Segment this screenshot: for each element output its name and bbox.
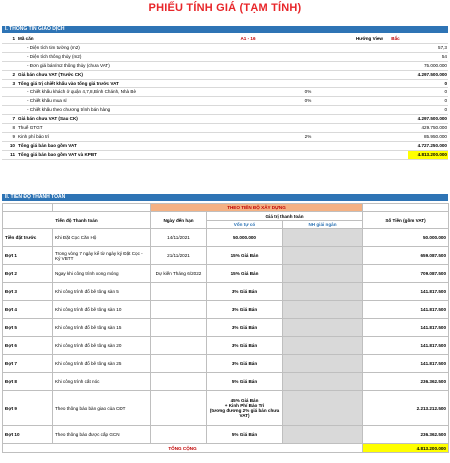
row-percent: 0% (278, 97, 338, 106)
row-number: 10 (2, 141, 18, 150)
info-row (2, 88, 448, 97)
view-label (338, 70, 383, 79)
view-label (338, 141, 383, 150)
due-date (151, 391, 207, 426)
transaction-info-table (2, 35, 448, 160)
payment-amount: 141.817.500 (363, 283, 449, 301)
view-direction (383, 97, 408, 106)
view-label (338, 97, 383, 106)
unit-code (218, 106, 278, 115)
own-capital: 3% Giá Bán (207, 283, 283, 301)
schedule-row (3, 355, 449, 373)
payment-amount: 141.817.500 (363, 355, 449, 373)
total-value: 4.813.200.000 (363, 444, 449, 453)
due-date (151, 373, 207, 391)
due-date (151, 301, 207, 319)
row-value: 75.000.000 (408, 61, 448, 70)
schedule-row (3, 265, 449, 283)
row-label: - Đơn giá bán/m2 thông thủy (chưa VAT) (18, 61, 218, 70)
schedule-row (3, 229, 449, 247)
view-direction (383, 115, 408, 124)
own-capital: 15% Giá Bán (207, 247, 283, 265)
info-row (2, 150, 448, 159)
view-direction (383, 61, 408, 70)
own-capital: 3% Giá Bán (207, 319, 283, 337)
total-label: TỔNG CỘNG (3, 444, 363, 453)
view-label (338, 88, 383, 97)
row-label: Giá bán chưa VAT (Trước CK) (18, 70, 218, 79)
due-date: Dự kiến Tháng 6/2022 (151, 265, 207, 283)
bank-disbursement (283, 426, 363, 444)
phase-description: Khi công trình đổ bê tông sàn 10 (53, 301, 151, 319)
row-label: Mã căn (18, 35, 218, 43)
phase-description: Trong vòng 7 ngày kể từ ngày ký Đặt Cọc - Ký VBTT (53, 247, 151, 265)
phase-description: Khi công trình đổ bê tông sàn 25 (53, 355, 151, 373)
view-label (338, 52, 383, 61)
row-label: Giá bán chưa VAT (Sau CK) (18, 115, 218, 124)
row-number: 2 (2, 70, 18, 79)
row-percent (278, 43, 338, 52)
row-number (2, 61, 18, 70)
row-value: 4.727.250.000 (408, 141, 448, 150)
unit-code (218, 79, 278, 88)
row-label: - Chiết khấu khách ở quận 4,7,8,Bình Chánh, Nhà Bè (18, 88, 218, 97)
phase-description: Ngay khi công trình xong móng (53, 265, 151, 283)
phase-description: Khi công trình đổ bê tông sàn 5 (53, 283, 151, 301)
row-label: Tổng giá bán bao gồm VAT và KPBT (18, 150, 218, 159)
own-capital: 50.000.000 (207, 229, 283, 247)
phase-name: Đợt 6 (3, 337, 53, 355)
row-number: 7 (2, 115, 18, 124)
view-direction (383, 106, 408, 115)
phase-name: Đợt 4 (3, 301, 53, 319)
bank-disbursement (283, 283, 363, 301)
row-percent (278, 150, 338, 159)
info-row (2, 132, 448, 141)
row-percent: 0% (278, 88, 338, 97)
info-row (2, 97, 448, 106)
col-header-amount: Số Tiền (gồm VAT) (363, 212, 449, 229)
info-row (2, 106, 448, 115)
row-value: 429.750.000 (408, 124, 448, 133)
row-number: 1 (2, 35, 18, 43)
payment-amount: 2.213.212.500 (363, 391, 449, 426)
phase-name: Đợt 8 (3, 373, 53, 391)
phase-description: Khi công trình đổ bê tông sàn 20 (53, 337, 151, 355)
row-number (2, 88, 18, 97)
bank-disbursement (283, 265, 363, 283)
row-number: 11 (2, 150, 18, 159)
col-header-due: Ngày đến hạn (151, 212, 207, 229)
unit-code (218, 115, 278, 124)
schedule-row (3, 247, 449, 265)
payment-amount: 141.817.500 (363, 301, 449, 319)
unit-code (218, 124, 278, 133)
section-header-transaction: I. THÔNG TIN GIAO DỊCH (2, 26, 448, 33)
row-label: - Diện tích tim tường (m2) (18, 43, 218, 52)
row-label: - Chiết khấu theo chương trình bán hàng (18, 106, 218, 115)
view-direction (383, 70, 408, 79)
phase-name: Đợt 3 (3, 283, 53, 301)
view-label: Hướng View (338, 35, 383, 43)
schedule-row (3, 373, 449, 391)
row-label: Thuế GTGT (18, 124, 218, 133)
payment-amount: 141.817.500 (363, 337, 449, 355)
phase-description: Khi công trình cất nóc (53, 373, 151, 391)
payment-amount: 659.087.500 (363, 247, 449, 265)
payment-amount: 709.087.500 (363, 265, 449, 283)
payment-schedule-table (2, 203, 449, 453)
own-capital: 3% Giá Bán (207, 301, 283, 319)
view-label (338, 150, 383, 159)
unit-code: A1 - 16 (218, 35, 278, 43)
row-number (2, 52, 18, 61)
view-label (338, 61, 383, 70)
info-row (2, 79, 448, 88)
row-number (2, 97, 18, 106)
view-label (338, 43, 383, 52)
view-direction (383, 43, 408, 52)
info-row (2, 141, 448, 150)
view-label (338, 106, 383, 115)
row-number: 9 (2, 132, 18, 141)
bank-disbursement (283, 373, 363, 391)
row-label: Kinh phí bảo trì (18, 132, 218, 141)
row-percent (278, 35, 338, 43)
view-label (338, 115, 383, 124)
row-label: - Diện tích thông thủy (m2) (18, 52, 218, 61)
row-value: 85.950.000 (408, 132, 448, 141)
payment-amount: 236.362.500 (363, 373, 449, 391)
bank-disbursement (283, 355, 363, 373)
view-direction (383, 52, 408, 61)
col-header-bank: NH giải ngân (283, 221, 363, 229)
view-direction (383, 88, 408, 97)
own-capital: 45% Giá Bán + Kinh Phí Bảo Trì (tương đương 2% giá bán chưa VAT) (207, 391, 283, 426)
row-value: 4.297.500.000 (408, 70, 448, 79)
row-value: 0 (408, 88, 448, 97)
view-label (338, 79, 383, 88)
payment-amount: 141.817.500 (363, 319, 449, 337)
row-number (2, 43, 18, 52)
phase-description: Theo thông báo bàn giao của CĐT (53, 391, 151, 426)
info-row (2, 115, 448, 124)
row-percent (278, 115, 338, 124)
own-capital: 5% Giá Bán (207, 373, 283, 391)
due-date: 21/11/2021 (151, 247, 207, 265)
row-value: 57,3 (408, 43, 448, 52)
bank-disbursement (283, 229, 363, 247)
phase-description: Khi công trình đổ bê tông sàn 15 (53, 319, 151, 337)
page-title: PHIẾU TÍNH GIÁ (TẠM TÍNH) (148, 2, 302, 14)
info-row (2, 43, 448, 52)
due-date (151, 337, 207, 355)
phase-name: Đợt 10 (3, 426, 53, 444)
unit-code (218, 61, 278, 70)
row-percent (278, 141, 338, 150)
row-value: 0 (408, 106, 448, 115)
schedule-row (3, 337, 449, 355)
unit-code (218, 132, 278, 141)
due-date (151, 426, 207, 444)
phase-description: Theo thông báo được cấp GCN (53, 426, 151, 444)
view-direction (383, 124, 408, 133)
own-capital: 3% Giá Bán (207, 355, 283, 373)
bank-disbursement (283, 391, 363, 426)
row-label: Tổng giá trị chiết khấu vào tổng giá trước VAT (18, 79, 218, 88)
info-row (2, 35, 448, 43)
info-row (2, 124, 448, 133)
due-date (151, 283, 207, 301)
info-row (2, 61, 448, 70)
row-value (408, 35, 448, 43)
row-value: 4.813.200.000 (408, 150, 448, 159)
col-header-phase: Tiến độ Thanh toán (3, 212, 151, 229)
info-row (2, 70, 448, 79)
unit-code (218, 52, 278, 61)
unit-code (218, 150, 278, 159)
bank-disbursement (283, 247, 363, 265)
schedule-row (3, 301, 449, 319)
own-capital: 3% Giá Bán (207, 337, 283, 355)
row-percent (278, 79, 338, 88)
schedule-row (3, 391, 449, 426)
view-direction (383, 141, 408, 150)
section-header-payment: II. TIẾN ĐỘ THANH TOÁN (2, 194, 448, 201)
row-percent: 2% (278, 132, 338, 141)
phase-name: Đợt 5 (3, 319, 53, 337)
bank-disbursement (283, 301, 363, 319)
row-percent (278, 52, 338, 61)
row-number: 3 (2, 79, 18, 88)
view-direction (383, 150, 408, 159)
view-direction (383, 79, 408, 88)
bank-disbursement (283, 337, 363, 355)
phase-name: Đợt 9 (3, 391, 53, 426)
schedule-band: THEO TIẾN ĐỘ XÂY DỰNG (151, 204, 363, 212)
info-row (2, 52, 448, 61)
schedule-row (3, 319, 449, 337)
schedule-row (3, 283, 449, 301)
row-percent (278, 124, 338, 133)
row-percent (278, 70, 338, 79)
own-capital: 15% Giá Bán (207, 265, 283, 283)
phase-name: Đợt 2 (3, 265, 53, 283)
unit-code (218, 70, 278, 79)
phase-name: Đợt 7 (3, 355, 53, 373)
phase-description: Khi Đặt Cọc Căn Hộ (53, 229, 151, 247)
row-value: 0 (408, 97, 448, 106)
row-number: 8 (2, 124, 18, 133)
unit-code (218, 88, 278, 97)
row-value: 0 (408, 79, 448, 88)
row-percent (278, 61, 338, 70)
bank-disbursement (283, 319, 363, 337)
unit-code (218, 97, 278, 106)
view-label (338, 132, 383, 141)
row-value: 4.297.500.000 (408, 115, 448, 124)
col-header-own: Vốn tự có (207, 221, 283, 229)
row-value: 54 (408, 52, 448, 61)
total-row (3, 444, 449, 453)
row-label: Tổng giá bán bao gồm VAT (18, 141, 218, 150)
view-label (338, 124, 383, 133)
payment-amount: 50.000.000 (363, 229, 449, 247)
phase-name: Tiền đặt trước (3, 229, 53, 247)
unit-code (218, 141, 278, 150)
phase-name: Đợt 1 (3, 247, 53, 265)
due-date: 14/11/2021 (151, 229, 207, 247)
row-number (2, 106, 18, 115)
col-header-value-group: Giá trị thanh toán (207, 212, 363, 221)
view-direction (383, 132, 408, 141)
own-capital: 5% Giá Bán (207, 426, 283, 444)
due-date (151, 319, 207, 337)
row-label: - Chiết khấu mua sỉ (18, 97, 218, 106)
due-date (151, 355, 207, 373)
payment-amount: 236.362.500 (363, 426, 449, 444)
schedule-row (3, 426, 449, 444)
view-direction: Bắc (383, 35, 408, 43)
row-percent (278, 106, 338, 115)
unit-code (218, 43, 278, 52)
